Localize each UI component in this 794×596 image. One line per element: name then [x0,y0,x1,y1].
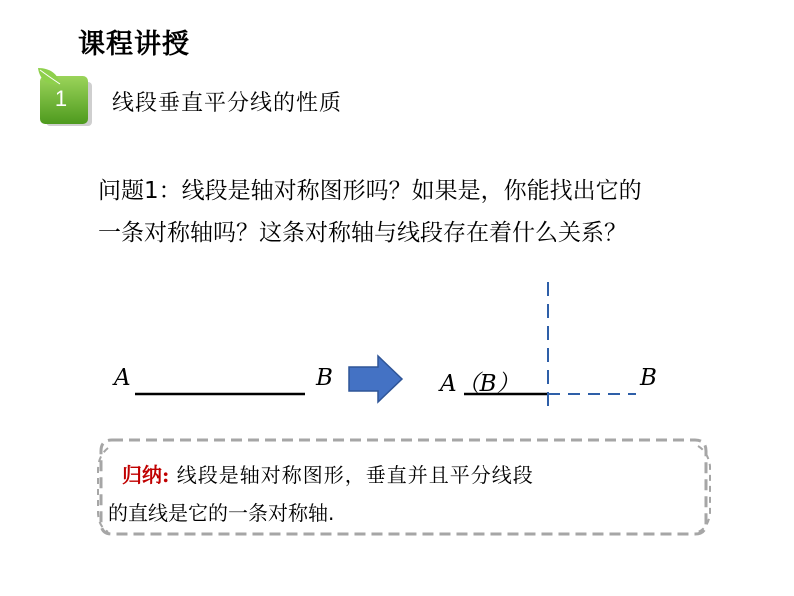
summary-line-1 [108,456,708,494]
label-a-left: A [114,365,131,391]
label-a-b-folded: A（B） [440,371,520,397]
label-b-right: B [640,365,657,391]
summary-title: 归纳: [122,463,170,487]
question-line-1: 问题1：线段是轴对称图形吗？如果是，你能找出它的 [98,178,642,204]
summary-line-2: 的直线是它的一条对称轴. [108,501,335,525]
section-title: 线段垂直平分线的性质 [112,91,343,116]
summary-text [108,456,708,532]
label-b-left: B [316,365,333,391]
question-line-2: 一条对称轴吗？这条对称轴与线段存在着什么关系？ [98,220,627,246]
page-title: 课程讲授 [78,29,190,60]
summary-line-1-text: 线段是轴对称图形，垂直并且平分线段 [169,463,534,487]
section-number: 1 [54,86,68,111]
